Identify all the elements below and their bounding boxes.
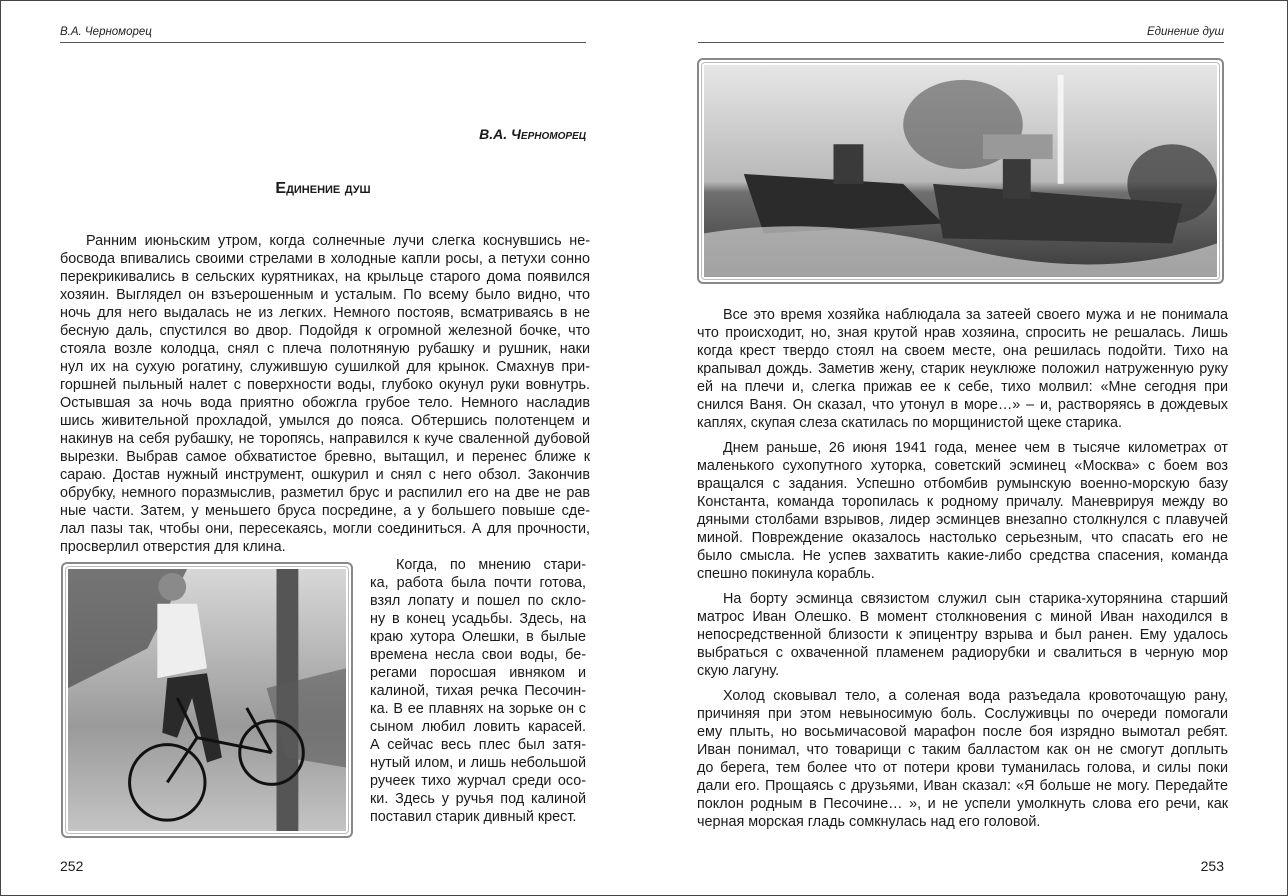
text-line: ка, работа была почти готова,: [370, 575, 586, 591]
warship-photo-image: [704, 65, 1217, 277]
paragraph-gap: [697, 583, 1228, 590]
text-line: Днем раньше, 26 июня 1941 года, менее чем в тысяче километрах от: [723, 440, 1228, 456]
paragraph-gap: [697, 680, 1228, 687]
right-running-head: Единение душ: [1147, 26, 1224, 38]
story-title: Единение душ: [275, 180, 371, 197]
text-line: Остывшая за ночь вода приятно обожгла грубое тело. Немного насладив: [60, 395, 590, 411]
text-line: матрос Иван Олешко. В момент столкновения с миной Иван находился в: [697, 609, 1228, 625]
text-line: ему плыть, но восьмичасовой марафон после боя изрядно вымотал ребят.: [697, 724, 1228, 740]
text-line: поставил старик дивный крест.: [370, 809, 577, 825]
warship-photo: [697, 58, 1224, 284]
right-page-number: 253: [1200, 858, 1224, 874]
text-line: каплях, скупая слеза скатилась по морщинистой щеке старика.: [697, 415, 1122, 431]
text-line: краю хутора Олешки, в былые: [370, 629, 586, 645]
text-line: ручеек тихо журчал среди осо-: [370, 773, 586, 789]
text-line: Ранним июньским утром, когда солнечные лучи слегка коснувшись не-: [86, 233, 590, 249]
text-line: ные части. Затем, у меньшего бруса посредине, а у большего повыше сде-: [60, 503, 590, 519]
text-line: поклон родным в Песочине… », и не успели умолкнуть слова его речи, как: [697, 796, 1228, 812]
text-line: калиной, тихая речка Песочин-: [370, 683, 586, 699]
text-line: выбраться с охваченной пламенем радиорубки и свалиться в черную мор: [697, 645, 1228, 661]
text-line: нул их на сухую рогатину, служившую сушилкой для крынок. Смахнув при-: [60, 359, 590, 375]
text-line: регами поросшая ивняком и: [370, 665, 586, 681]
text-line: спешно покинула корабль.: [697, 566, 875, 582]
text-line: бесную даль, спустился во двор. Подойдя к огромной железной бочке, что: [60, 323, 590, 339]
left-running-head: В.А. Черноморец: [60, 26, 152, 38]
text-line: ки. Здесь у ручья под калиной: [370, 791, 586, 807]
text-line: нутый илом, и лишь небольшой: [370, 755, 586, 771]
text-line: перекрикивались в сельских курятниках, на крыльце старого дома появился: [60, 269, 590, 285]
text-line: босвода впивались своими стрелами в холодные капли росы, а петухи сонно: [60, 251, 590, 267]
left-page-number: 252: [60, 858, 84, 874]
bicycle-photo-image: [68, 569, 346, 831]
text-line: дали его. Прощаясь с друзьями, Иван сказал: «Я больше не могу. Передайте: [697, 778, 1228, 794]
text-line: миной. Повреждение оказалось настолько серьезным, что спасать его не: [697, 530, 1228, 546]
left-header-rule: [60, 42, 586, 43]
text-line: когда крест твердо стоял на своем месте, она решилась подойти. Тихо на: [697, 343, 1228, 359]
text-line: лал пазы так, чтобы они, пересекаясь, могли соединиться. А для прочности,: [60, 521, 590, 537]
text-line: Когда, по мнению стари-: [396, 557, 586, 573]
text-line: А сейчас весь плес был затя-: [370, 737, 586, 753]
text-line: непосредственной близости к эпицентру взрыва и был ранен. Ему удалось: [697, 627, 1228, 643]
text-line: ей на плечи и, слегка прижав ее к себе, тихо молвил: «Мне сегодня при: [697, 379, 1228, 395]
text-line: маленького сухопутного хуторка, советский эсминец «Москва» с боем воз: [697, 458, 1228, 474]
text-line: Холод сковывал тело, а соленая вода разъедала кровоточащую рану,: [723, 688, 1228, 704]
text-line: На борту эсминца связистом служил сын старика-хуторянина старший: [723, 591, 1228, 607]
text-line: ночь для него выдалась не из легких. Немного постояв, всматриваясь в не: [60, 305, 590, 321]
text-line: обрубку, немного поразмыслив, разметил брус и распилил его на две не рав: [60, 485, 590, 501]
text-line: было смысла. Не успев захватить какие-либо средства спасения, команда: [697, 548, 1228, 564]
right-header-rule: [698, 42, 1224, 43]
text-line: причиняя при этом невыносимую боль. Сослуживцы по очереди помогали: [697, 706, 1228, 722]
text-line: сыном любил ловить карасей.: [370, 719, 586, 735]
paragraph-gap: [697, 432, 1228, 439]
text-line: ка. В ее плавнях на зорьке он с: [370, 701, 586, 717]
text-line: взял лопату и пошел по скло-: [370, 593, 586, 609]
text-line: ну в конец усадьбы. Здесь, на: [370, 611, 586, 627]
text-line: вращался с задания. Успешно отбомбив румынскую военно-морскую базу: [697, 476, 1228, 492]
text-line: просверлил отверстия для клина.: [60, 539, 286, 555]
left-paragraph-1: [60, 232, 590, 556]
text-line: черная морская гладь сомкнулась над его головой.: [697, 814, 1041, 830]
text-line: времена несла свои воды, бе-: [370, 647, 586, 663]
text-line: скую лагуну.: [697, 663, 780, 679]
text-line: что происходит, но, зная крутой нрав хозяина, спросить не решалась. Лишь: [697, 325, 1228, 341]
author-name: В.А. Черноморец: [479, 126, 586, 142]
text-line: шись живительной прохладой, умылся до пояса. Обтершись полотенцем и: [60, 413, 590, 429]
text-line: дяными столбами взрывов, лидер эсминцев внезапно столкнулся с плавучей: [697, 512, 1228, 528]
text-line: Иван понимал, что товарищи с таким балластом как он не смогут доплыть: [697, 742, 1228, 758]
text-line: Все это время хозяйка наблюдала за затеей своего мужа и не понимала: [723, 307, 1228, 323]
left-paragraph-2: [370, 556, 586, 826]
text-line: накинув на себя рубашку, не торопясь, направился к куче сваленной дубовой: [60, 431, 590, 447]
text-line: крапывал дождь. Заметив жену, старик неуклюже положил натруженную руку: [697, 361, 1228, 377]
text-line: вырезки. Выбрав самое обхватистое бревно, вытащил, и перенес ближе к: [60, 449, 590, 465]
text-line: снился Ваня. Он сказал, что утонул в море…» – и, растворяясь в дождевых: [697, 397, 1228, 413]
text-line: до берега, тем более что от потери крови туманилась голова, и силы поки: [697, 760, 1228, 776]
text-line: стояла возле колодца, снял с плеча полотняную рубашку и рушник, наки: [60, 341, 590, 357]
text-line: горшней пыльный налет с поверхности воды, глубоко окунул руки вовнутрь.: [60, 377, 590, 393]
text-line: хозяин. Выглядел он взъерошенным и усталым. По всему было видно, что: [60, 287, 590, 303]
bicycle-photo: [61, 562, 353, 838]
text-line: сараю. Достав нужный инструмент, ошкурил и снял с него обзол. Закончив: [60, 467, 590, 483]
text-line: Константа, команда торопилась к родному причалу. Маневрируя между во: [697, 494, 1228, 510]
right-page-text: [697, 306, 1228, 831]
